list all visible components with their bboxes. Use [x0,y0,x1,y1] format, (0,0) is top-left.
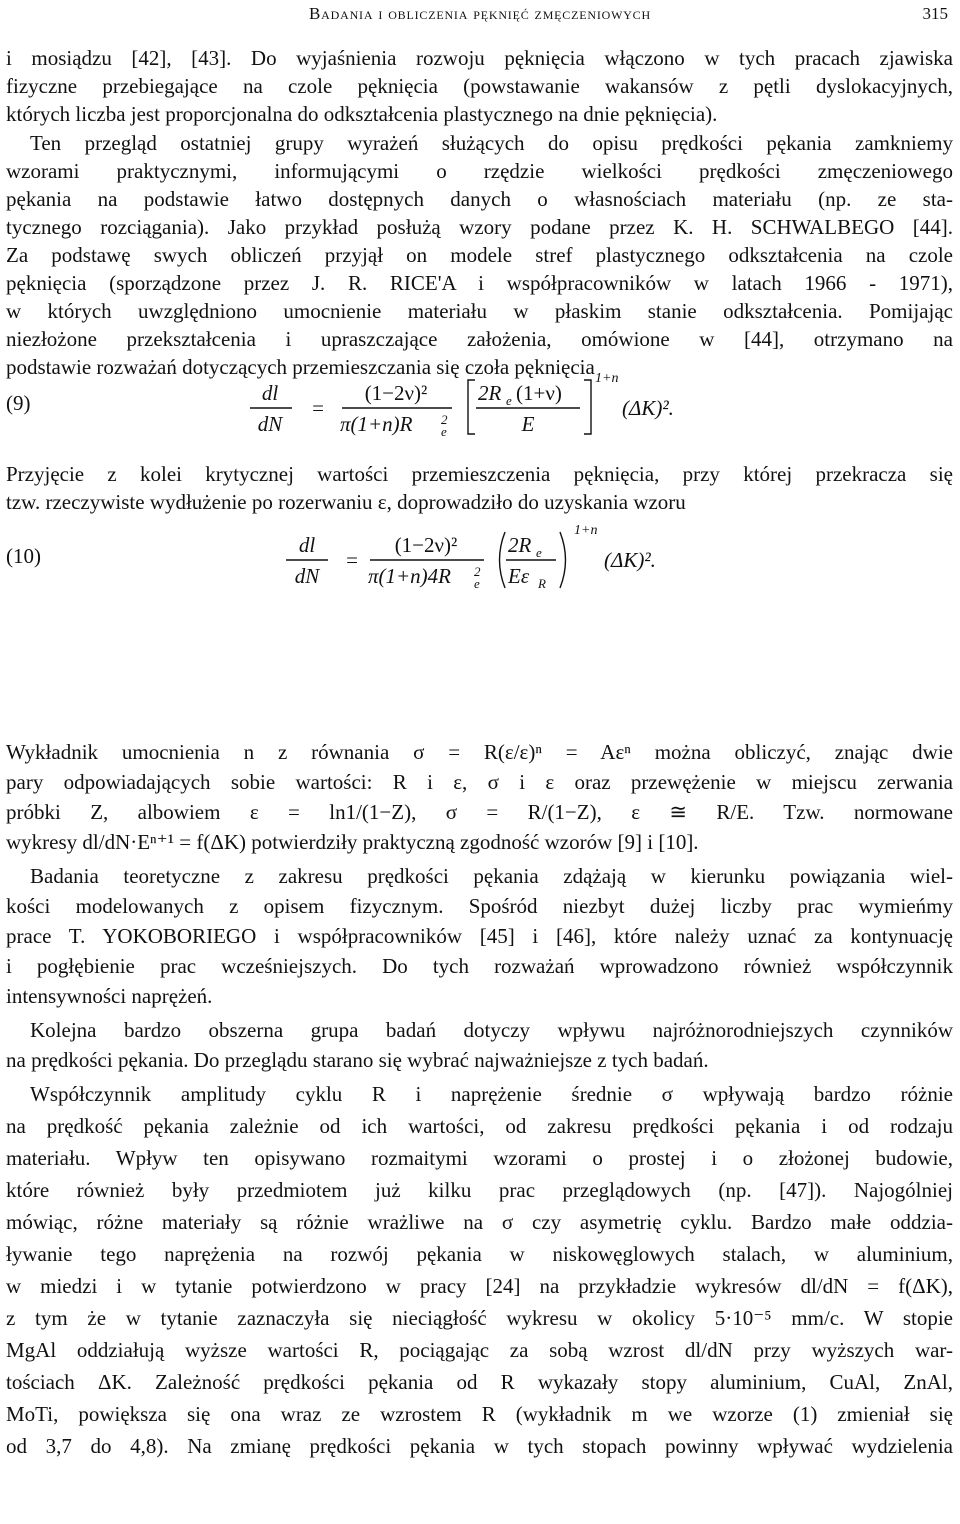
eq10-frac1-num: (1−2ν)² [394,533,458,557]
eq10-frac2-num-sub: e [536,545,542,560]
eq10-lhs-den: dN [294,564,320,588]
eq10-frac2-den: Eε [508,564,530,588]
text-line: których liczba jest proporcjonalna do odkształcenia plastycznego na dnie pęknięcia). [6,102,718,126]
text-line: materiału. Wpływ ten opisywano rozmaitymi wzorami o prostej i o złożonej budowie, [6,1146,953,1170]
text-line: tzw. rzeczywiste wydłużenie po rozerwaniu ε, doprowadziło do uzyskania wzoru [6,490,686,514]
eq10-frac1-den-sup: 2 [474,564,481,579]
text-line: MoTi, powiększa się ona wraz ze wzrostem R (wykładnik m we wzorze (1) zmieniał się [6,1402,953,1426]
equation-9 [0,371,960,439]
equation-9-label: (9) [6,391,31,415]
text-line: Wykładnik umocnienia n z równania σ = R(ε/ε)ⁿ = Aεⁿ można obliczyć, znając dwie [6,740,953,764]
text-line: i mosiądzu [42], [43]. Do wyjaśnienia rozwoju pęknięcia włączono w tych pracach zjawiska [6,46,953,70]
text-line: pary odpowiadających sobie wartości: R i ε, σ i ε oraz przewężenie w miejscu zerwania [6,770,953,794]
page-header [0,4,960,28]
text-line: na prędkości pękania. Do przeglądu starano się wybrać najważniejsze z tych badań. [6,1048,709,1072]
text-line: w miedzi i w tytanie potwierdzono w pracy [24] na przykładzie wykresów dl/dN = f(ΔK), [6,1274,953,1298]
eq10-exponent: 1+n [574,523,598,538]
text-line: Ten przegląd ostatniej grupy wyrażeń służących do opisu prędkości pękania zamkniemy [30,131,953,155]
text-line: ływanie tego naprężenia na rozwój pękania w niskowęglowych stalach, w aluminium, [6,1242,953,1266]
text-line: kości modelowanych z opisem fizycznym. Spośród niezbyt dużej liczby prac wymieńmy [6,894,953,918]
text-line: w których uwzględniono umocnienie materiału w płaskim stanie odkształcenia. Pomijając [6,299,953,323]
eq10-lhs-num: dl [298,533,316,557]
text-line: mówiąc, różne materiały są różnie wrażliwe na σ czy asymetrię cyklu. Bardzo małe oddzia- [6,1210,953,1234]
text-line: próbki Z, albowiem ε = ln1/(1−Z), σ = R/(1−Z), ε ≅ R/E. Tzw. normowane [6,800,953,824]
text-line: z tym że w tytanie zaznaczyła się nieciągłość wykresu w okolicy 5·10⁻⁵ mm/c. W stopie [6,1306,953,1330]
eq9-equals: = [312,396,324,420]
text-line: Współczynnik amplitudy cyklu R i naprężenie średnie σ wpływają bardzo różnie [30,1082,953,1106]
text-line: pęknięcia (sporządzone przez J. R. RICE'A i współpracowników w latach 1966 - 1971), [6,271,953,295]
text-line: MgAl oddziałują wyższe wartości R, pociągając za sobą wzrost dl/dN przy wyższych war- [6,1338,953,1362]
eq9-frac2-num-tail: (1+ν) [516,381,562,405]
text-line: tościach ΔK. Zależność prędkości pękania od R wykazały stopy aluminium, CuAl, ZnAl, [6,1370,953,1394]
equation-10 [0,522,960,592]
text-line: Badania teoretyczne z zakresu prędkości pękania zdążają w kierunku powiązania wiel- [30,864,953,888]
text-line: wzorami praktycznymi, informującymi o rzędzie wielkości prędkości zmęczeniowego [6,159,953,183]
eq10-frac1-den: π(1+n)4R [368,564,452,588]
text-line: pękania na podstawie łatwo dostępnych danych o własnościach materiału (np. ze sta- [6,187,953,211]
eq9-exponent: 1+n [595,371,619,386]
text-line: niezłożone przekształcenia i upraszczające założenia, omówione w [44], otrzymano na [6,327,953,351]
eq10-frac1-den-sub: e [474,576,480,591]
eq10-frac2-den-sub: R [538,576,546,591]
text-line: intensywności naprężeń. [6,984,213,1008]
eq9-frac1-den: π(1+n)R [340,412,413,436]
text-line: prace T. YOKOBORIEGO i współpracowników [45] i [46], które należy uznać za kontynuację [6,924,953,948]
equation-10-label: (10) [6,544,41,568]
eq9-frac1-num: (1−2ν)² [364,381,428,405]
running-title: Badania i obliczenia pęknięć zmęczeniowych [309,4,651,23]
eq10-equals: = [346,548,358,572]
eq10-right-paren [560,532,566,588]
page-number: 315 [922,4,948,23]
text-line: wykresy dl/dN·Eⁿ⁺¹ = f(ΔK) potwierdziły praktyczną zgodność wzorów [9] i [10]. [6,830,699,854]
text-line: podstawie rozważań dotyczących przemieszczania się czoła pęknięcia [6,355,595,379]
text-line: i pogłębienie prac wcześniejszych. Do tych rozważań wprowadzono również współczynnik [6,954,953,978]
eq10-frac2-num: 2R [508,533,532,557]
text-line: na prędkość pękania zależnie od ich wartości, od zakresu prędkości pękania i od rodzaju [6,1114,953,1138]
eq9-frac1-den-sub: e [441,424,447,439]
eq9-frac2-num: 2R [478,381,502,405]
eq9-lhs-num: dl [261,381,279,405]
eq9-frac2-num-sub: e [506,393,512,408]
eq9-frac1-den-sup: 2 [441,412,448,427]
text-line: Przyjęcie z kolei krytycznej wartości przemieszczenia pęknięcia, przy której przekracza się [6,462,953,486]
eq9-frac2-den: E [521,412,535,436]
text-line: które również były przedmiotem już kilku prac przeglądowych (np. [47]). Najogólniej [6,1178,953,1202]
text-line: Za podstawę swych obliczeń przyjął on modele stref plastycznego odkształcenia na czole [6,243,953,267]
eq10-tail: (ΔK)². [604,548,656,572]
eq9-tail: (ΔK)². [622,396,674,420]
eq9-left-bracket [468,380,475,434]
text-line: Kolejna bardzo obszerna grupa badań dotyczy wpływu najróżnorodniejszych czynników [30,1018,953,1042]
eq9-lhs-den: dN [257,412,283,436]
text-line: od 3,7 do 4,8). Na zmianę prędkości pękania w tych stopach powinny wpływać wydzielenia [6,1434,953,1458]
text-line: fizyczne przebiegające na czole pęknięcia (powstawanie wakansów z pętli dyslokacyjnych, [6,74,953,98]
eq9-right-bracket [584,380,591,434]
eq10-left-paren [500,532,506,588]
text-line: tycznego rozciągania). Jako przykład posłużą wzory podane przez K. H. SCHWALBEGO [44]. [6,215,953,239]
